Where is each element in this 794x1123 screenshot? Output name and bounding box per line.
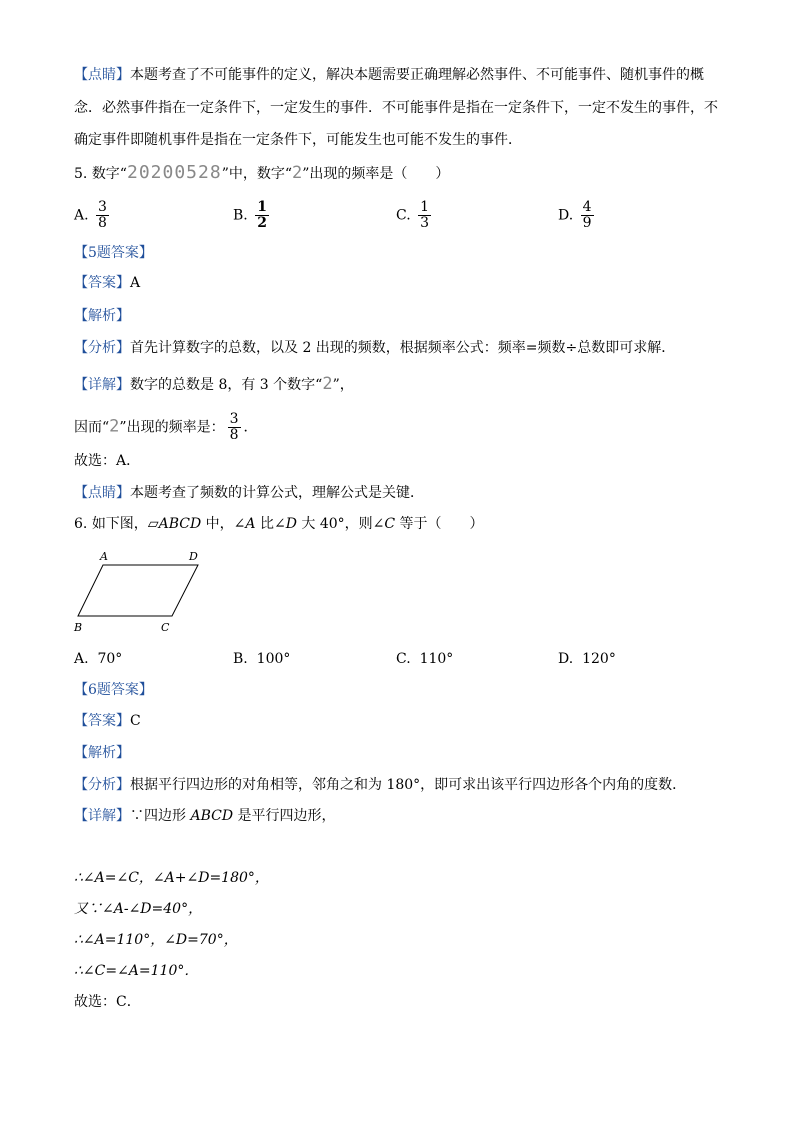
q5-stem-b: ”中，数字“ — [221, 166, 293, 182]
q6-answer-tag: 【答案】 — [74, 713, 130, 729]
q5-option-c-den: 3 — [420, 215, 430, 231]
q4-comment-line3: 确定事件即随机事件是指在一定条件下，可能发生也可能不发生的事件． — [74, 132, 522, 148]
q5-section-title: 【5题答案】 — [74, 245, 153, 261]
q5-analysis-tag: 【解析】 — [74, 308, 130, 324]
q6-analysis-tag: 【解析】 — [74, 745, 130, 761]
q5-result-b: ”出现的频率是： — [119, 419, 225, 436]
q6-stem-A: A — [245, 516, 256, 532]
q5-digits: 20200528 — [126, 162, 222, 183]
q5-option-c-fraction — [418, 200, 431, 231]
q5-option-c — [396, 200, 434, 231]
parallelogram-symbol-icon: ▱ — [147, 516, 159, 532]
q5-option-a — [74, 200, 112, 231]
q5-option-d — [558, 200, 597, 231]
q6-option-b — [233, 649, 290, 669]
q6-stem-abcd: ABCD — [158, 516, 202, 532]
q6-option-c-letter: C. — [396, 651, 411, 667]
q5-detail-tag: 【详解】 — [74, 377, 130, 393]
vertex-label-b: B — [74, 621, 83, 634]
q6-fenxi — [74, 775, 686, 795]
q5-stem-a: 数字“ — [91, 166, 127, 182]
q6-choose: 故选：C． — [74, 994, 141, 1010]
q6-fenxi-text: 根据平行四边形的对角相等，邻角之和为 180°，即可求出该平行四边形各个内角的度数． — [130, 777, 687, 793]
q6-step1: ∴∠A=∠C，∠A+∠D=180°， — [74, 870, 269, 886]
q5-detail-a: 数字的总数是 8，有 3 个数字“ — [130, 377, 323, 393]
q6-answer — [74, 711, 141, 731]
q5-result-digit: 2 — [109, 416, 120, 437]
q6-stem-b: 中，∠ — [201, 516, 246, 532]
q6-option-c-text: 110° — [419, 651, 454, 667]
q6-option-d-letter: D. — [558, 651, 574, 667]
q6-option-a-text: 70° — [97, 651, 123, 667]
q6-option-a — [74, 649, 122, 669]
q6-detail-b: 是平行四边形， — [233, 808, 336, 824]
q5-option-d-num: 4 — [582, 199, 592, 215]
vertex-label-a: A — [100, 550, 108, 563]
q5-answer-tag: 【答案】 — [74, 275, 130, 291]
q5-detail — [74, 374, 354, 395]
q5-dianjing — [74, 483, 424, 503]
q5-option-b-den: 2 — [257, 215, 267, 231]
q6-answer-value: C — [130, 713, 141, 729]
q5-option-a-num: 3 — [98, 199, 107, 215]
q6-detail-abcd: ABCD — [190, 808, 234, 824]
q5-stem-c: ”出现的频率是（ ） — [302, 166, 450, 182]
q5-fenxi-text: 首先计算数字的总数，以及 2 出现的频数，根据频率公式：频率=频数÷总数即可求解． — [130, 340, 676, 356]
q6-stem-c: 比∠ — [255, 516, 286, 532]
q5-option-a-fraction — [96, 200, 109, 231]
q5-result-den: 8 — [229, 427, 239, 443]
q6-detail — [74, 806, 336, 826]
q6-detail-tag: 【详解】 — [74, 808, 130, 824]
q5-fenxi-tag: 【分析】 — [74, 340, 130, 356]
q6-detail-a: ∵四边形 — [130, 808, 191, 824]
q5-option-a-den: 8 — [98, 215, 107, 231]
q5-dianjing-tag: 【点睛】 — [74, 485, 130, 501]
q5-detail-digit: 2 — [322, 374, 333, 394]
q5-result-a: 因而“ — [74, 419, 110, 436]
q5-option-a-letter: A. — [74, 207, 89, 224]
q5-result-fraction — [228, 412, 241, 443]
q5-answer — [74, 273, 140, 293]
q5-number: 5. — [74, 166, 88, 182]
q6-stem — [74, 514, 484, 534]
q6-stem-a: 如下图， — [91, 516, 148, 532]
q6-stem-d: 大 40°，则∠ — [296, 516, 385, 532]
q5-option-b-fraction — [255, 200, 269, 231]
q5-option-b-num: 1 — [257, 199, 267, 215]
q6-fenxi-tag: 【分析】 — [74, 777, 130, 793]
q6-stem-e: 等于（ ） — [395, 516, 484, 532]
q6-step3: ∴∠A=110°，∠D=70°， — [74, 932, 238, 948]
q5-option-d-letter: D. — [558, 207, 574, 224]
q6-option-d — [558, 649, 616, 669]
q6-option-c — [396, 649, 453, 669]
q5-stem — [74, 163, 449, 184]
q5-result — [74, 412, 258, 443]
q6-stem-C: C — [384, 516, 396, 532]
q6-option-d-text: 120° — [582, 651, 616, 667]
q5-option-b-letter: B. — [233, 207, 248, 224]
q6-step4: ∴∠C=∠A=110°． — [74, 963, 199, 979]
parallelogram-shape — [78, 565, 198, 616]
vertex-label-d: D — [189, 550, 198, 563]
q4-comment-text1: 本题考查了不可能事件的定义，解决本题需要正确理解必然事件、不可能事件、随机事件的概 — [130, 67, 704, 83]
q5-option-d-den: 9 — [582, 215, 592, 231]
q5-option-d-fraction — [581, 200, 594, 231]
q5-fenxi — [74, 338, 675, 358]
vertex-label-c: C — [161, 621, 170, 634]
q5-choose: 故选：A． — [74, 453, 141, 469]
q4-comment-line1 — [74, 65, 704, 85]
q5-option-c-num: 1 — [420, 199, 430, 215]
parallelogram-diagram — [70, 545, 210, 637]
q4-comment-tag: 【点睛】 — [74, 67, 130, 83]
q5-answer-value: A — [130, 275, 141, 291]
q5-option-c-letter: C. — [396, 207, 411, 224]
q5-dianjing-text: 本题考查了频数的计算公式，理解公式是关键． — [130, 485, 424, 501]
q5-digit: 2 — [292, 163, 303, 183]
q6-step2: 又∵∠A-∠D=40°， — [74, 901, 203, 917]
q5-detail-b: ”， — [332, 377, 354, 393]
q6-number: 6. — [74, 516, 88, 532]
q6-section-title: 【6题答案】 — [74, 682, 153, 698]
q6-option-b-letter: B. — [233, 651, 248, 667]
q5-result-num: 3 — [229, 411, 239, 427]
q6-stem-D: D — [285, 516, 297, 532]
q5-option-b — [233, 200, 272, 231]
q6-option-b-text: 100° — [256, 651, 291, 667]
q5-result-end: ． — [243, 419, 258, 436]
q6-option-a-letter: A. — [74, 651, 89, 667]
q4-comment-line2: 念．必然事件指在一定条件下，一定发生的事件．不可能事件是指在一定条件下，一定不发生的事件，不 — [74, 100, 718, 116]
